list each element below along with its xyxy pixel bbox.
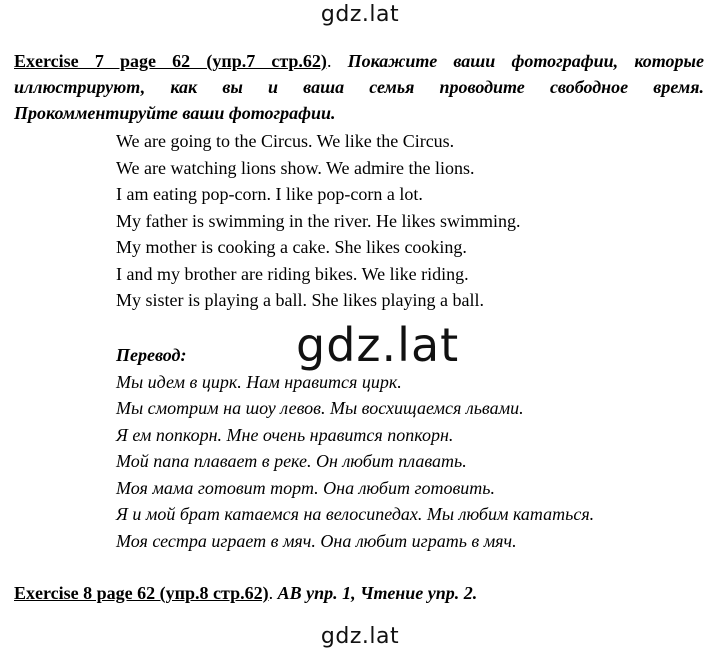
exercise-8-reference: Exercise 8 page 62 (упр.8 стр.62) <box>14 583 269 603</box>
exercise-8-heading <box>14 580 704 606</box>
english-line: I am eating pop-corn. I like pop-corn a lot. <box>116 184 423 204</box>
exercise-7-reference: Exercise 7 page 62 (упр.7 стр.62) <box>14 51 327 71</box>
english-line: We are going to the Circus. We like the Circus. <box>116 131 455 151</box>
exercise-8-separator: . <box>268 583 278 603</box>
english-text-block <box>116 128 696 314</box>
translation-title: Перевод: <box>116 345 187 365</box>
translation-block <box>116 342 696 554</box>
exercise-7-separator: . <box>326 51 348 71</box>
exercise-8-task: АВ упр. 1, Чтение упр. 2. <box>277 583 478 603</box>
translation-line: Моя мама готовит торт. Она любит готовить. <box>116 477 495 498</box>
english-line: My mother is cooking a cake. She likes cooking. <box>116 237 467 257</box>
translation-line: Мы смотрим на шоу левов. Мы восхищаемся львами. <box>116 398 524 418</box>
english-line: My father is swimming in the river. He likes swimming. <box>116 210 521 231</box>
exercise-7-heading <box>14 48 704 126</box>
translation-line: Мы идем в цирк. Нам нравится цирк. <box>116 371 402 392</box>
watermark-top: gdz.lat <box>320 2 400 27</box>
translation-line: Я ем попкорн. Мне очень нравится попкорн. <box>116 424 454 445</box>
english-line: We are watching lions show. We admire the lions. <box>116 157 475 178</box>
exercise-7-task: Покажите ваши фотографии, которые иллюстрируют, как вы и ваша семья проводите свободное время. Прокомментируйте ваши фотографии. <box>14 51 705 123</box>
watermark-bottom: gdz.lat <box>320 624 400 649</box>
english-line: I and my brother are riding bikes. We like riding. <box>116 263 469 284</box>
translation-line: Я и мой брат катаемся на велосипедах. Мы любим кататься. <box>116 504 595 524</box>
english-line: My sister is playing a ball. She likes playing a ball. <box>116 290 484 310</box>
watermark-middle: gdz.lat <box>296 318 460 372</box>
translation-line: Мой папа плавает в реке. Он любит плавать. <box>116 451 467 471</box>
translation-line: Моя сестра играет в мяч. Она любит играть в мяч. <box>116 530 517 551</box>
